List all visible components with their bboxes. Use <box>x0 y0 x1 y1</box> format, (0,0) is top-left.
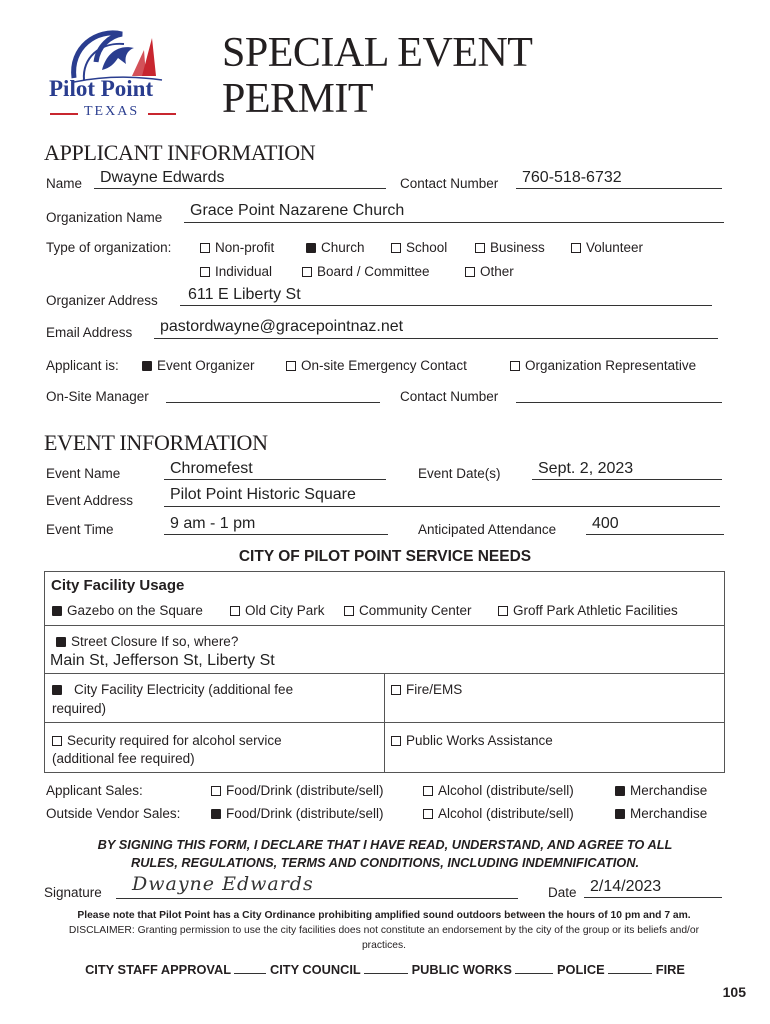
checkbox-icon <box>391 243 401 253</box>
community-center-checkbox[interactable]: Community Center <box>344 603 472 618</box>
public-works-approval-label: PUBLIC WORKS <box>411 962 512 977</box>
service-needs-heading: CITY OF PILOT POINT SERVICE NEEDS <box>238 548 532 565</box>
date-field[interactable]: 2/14/2023 <box>590 878 662 895</box>
staff-approval-label: CITY STAFF APPROVAL <box>85 962 231 977</box>
checkbox-icon <box>391 736 401 746</box>
type-of-organization-label: Type of organization: <box>46 240 172 255</box>
logo-state: TEXAS <box>84 104 140 119</box>
checked-checkbox-icon <box>306 243 316 253</box>
checked-checkbox-icon <box>52 685 62 695</box>
checked-checkbox-icon <box>615 809 625 819</box>
vendor-sales-label: Outside Vendor Sales: <box>46 806 181 821</box>
checkbox-icon <box>211 786 221 796</box>
city-council-label: CITY COUNCIL <box>269 962 361 977</box>
checked-checkbox-icon <box>211 809 221 819</box>
type-nonprofit-checkbox[interactable]: Non-profit <box>200 240 274 255</box>
contact-number-label: Contact Number <box>400 176 499 191</box>
event-dates-label: Event Date(s) <box>418 466 501 481</box>
page-title <box>222 30 532 122</box>
organization-representative-checkbox[interactable]: Organization Representative <box>510 358 696 373</box>
logo-state-row <box>44 106 180 120</box>
declaration-line-1: BY SIGNING THIS FORM, I DECLARE THAT I HAVE READ, UNDERSTAND, AND AGREE TO ALL <box>97 837 673 852</box>
name-field[interactable]: Dwayne Edwards <box>100 169 225 186</box>
type-business-checkbox[interactable]: Business <box>475 240 545 255</box>
vendor-merchandise-checkbox[interactable]: Merchandise <box>615 806 707 821</box>
disclaimer: DISCLAIMER: Granting permission to use the city facilities does not constitute an endorsement by the city of the group or its beliefs and/or practices. <box>68 925 700 951</box>
applicant-food-checkbox[interactable]: Food/Drink (distribute/sell) <box>211 783 384 798</box>
security-checkbox[interactable]: Security required for alcohol service <box>52 733 282 748</box>
police-field[interactable] <box>608 973 652 974</box>
onsite-manager-field[interactable] <box>166 402 380 403</box>
city-logo <box>44 18 194 122</box>
date-label: Date <box>548 885 577 900</box>
police-label: POLICE <box>557 962 605 977</box>
logo-name: Pilot Point <box>49 76 154 101</box>
security-label-cont: (additional fee required) <box>52 751 195 766</box>
organizer-address-label: Organizer Address <box>46 293 158 308</box>
staff-approval-field[interactable] <box>234 973 266 974</box>
type-other-checkbox[interactable]: Other <box>465 264 514 279</box>
event-name-field[interactable]: Chromefest <box>170 460 253 477</box>
amplified-sound-notice: Please note that Pilot Point has a City Ordinance prohibiting amplified sound outdoors between the hours of 10 pm and 7 am. <box>77 910 691 921</box>
type-church-checkbox[interactable]: Church <box>306 240 365 255</box>
event-time-field[interactable]: 9 am - 1 pm <box>170 515 256 532</box>
email-label: Email Address <box>46 325 133 340</box>
vendor-alcohol-checkbox[interactable]: Alcohol (distribute/sell) <box>423 806 574 821</box>
name-label: Name <box>46 176 83 191</box>
attendance-field[interactable]: 400 <box>592 515 619 532</box>
event-time-label: Event Time <box>46 522 114 537</box>
checkbox-icon <box>200 243 210 253</box>
page-number: 105 <box>722 984 746 1000</box>
gazebo-checkbox[interactable]: Gazebo on the Square <box>52 603 203 618</box>
checked-checkbox-icon <box>615 786 625 796</box>
event-name-label: Event Name <box>46 466 121 481</box>
approvals-row <box>0 962 770 977</box>
checkbox-icon <box>52 736 62 746</box>
applicant-alcohol-checkbox[interactable]: Alcohol (distribute/sell) <box>423 783 574 798</box>
declaration-text <box>0 836 770 872</box>
checkbox-icon <box>475 243 485 253</box>
checkbox-icon <box>510 361 520 371</box>
organization-name-label: Organization Name <box>46 210 163 225</box>
applicant-sales-label: Applicant Sales: <box>46 783 143 798</box>
old-city-park-checkbox[interactable]: Old City Park <box>230 603 325 618</box>
signature-label: Signature <box>44 885 102 900</box>
signature-field[interactable]: Dwayne Edwards <box>132 873 314 895</box>
attendance-label: Anticipated Attendance <box>418 522 557 537</box>
checkbox-icon <box>498 606 508 616</box>
type-school-checkbox[interactable]: School <box>391 240 447 255</box>
emergency-contact-checkbox[interactable]: On-site Emergency Contact <box>286 358 467 373</box>
onsite-manager-label: On-Site Manager <box>46 389 149 404</box>
checkbox-icon <box>344 606 354 616</box>
public-works-field[interactable] <box>515 973 553 974</box>
electricity-label-cont: required) <box>52 701 107 716</box>
contact-number-field[interactable]: 760-518-6732 <box>522 169 622 186</box>
checked-checkbox-icon <box>52 606 62 616</box>
declaration-line-2: RULES, REGULATIONS, TERMS AND CONDITIONS, INCLUDING INDEMNIFICATION. <box>130 855 640 870</box>
public-works-checkbox[interactable]: Public Works Assistance <box>391 733 553 748</box>
checkbox-icon <box>571 243 581 253</box>
street-closure-checkbox[interactable]: Street Closure If so, where? <box>56 634 238 649</box>
event-heading: EVENT INFORMATION <box>44 430 268 455</box>
notice-text <box>46 908 722 953</box>
checkbox-icon <box>286 361 296 371</box>
checkbox-icon <box>302 267 312 277</box>
applicant-is-label: Applicant is: <box>46 358 119 373</box>
organization-name-field[interactable]: Grace Point Nazarene Church <box>190 202 405 219</box>
type-volunteer-checkbox[interactable]: Volunteer <box>571 240 643 255</box>
event-dates-field[interactable]: Sept. 2, 2023 <box>538 460 634 477</box>
onsite-contact-label: Contact Number <box>400 389 499 404</box>
vendor-food-checkbox[interactable]: Food/Drink (distribute/sell) <box>211 806 384 821</box>
checkbox-icon <box>423 809 433 819</box>
title-line-2: PERMIT <box>222 76 374 122</box>
electricity-checkbox[interactable]: City Facility Electricity (additional fee <box>52 682 293 697</box>
checkbox-icon <box>230 606 240 616</box>
title-line-1: SPECIAL EVENT <box>222 30 533 76</box>
applicant-heading: APPLICANT INFORMATION <box>44 140 316 165</box>
checkbox-icon <box>465 267 475 277</box>
checked-checkbox-icon <box>142 361 152 371</box>
city-council-field[interactable] <box>364 973 408 974</box>
checkbox-icon <box>200 267 210 277</box>
type-individual-checkbox[interactable]: Individual <box>200 264 272 279</box>
onsite-contact-field[interactable] <box>516 402 722 403</box>
checkbox-icon <box>423 786 433 796</box>
event-address-label: Event Address <box>46 493 134 508</box>
checkbox-icon <box>391 685 401 695</box>
email-field[interactable]: pastordwayne@gracepointnaz.net <box>160 318 404 335</box>
street-closure-field[interactable]: Main St, Jefferson St, Liberty St <box>50 652 275 669</box>
checked-checkbox-icon <box>56 637 66 647</box>
groff-park-checkbox[interactable]: Groff Park Athletic Facilities <box>498 603 678 618</box>
organizer-address-field[interactable]: 611 E Liberty St <box>188 286 301 303</box>
event-organizer-checkbox[interactable]: Event Organizer <box>142 358 255 373</box>
fire-label: FIRE <box>655 962 685 977</box>
facility-usage-heading: City Facility Usage <box>51 577 185 594</box>
applicant-merchandise-checkbox[interactable]: Merchandise <box>615 783 707 798</box>
event-address-field[interactable]: Pilot Point Historic Square <box>170 486 356 503</box>
type-board-checkbox[interactable]: Board / Committee <box>302 264 430 279</box>
fire-ems-checkbox[interactable]: Fire/EMS <box>391 682 462 697</box>
